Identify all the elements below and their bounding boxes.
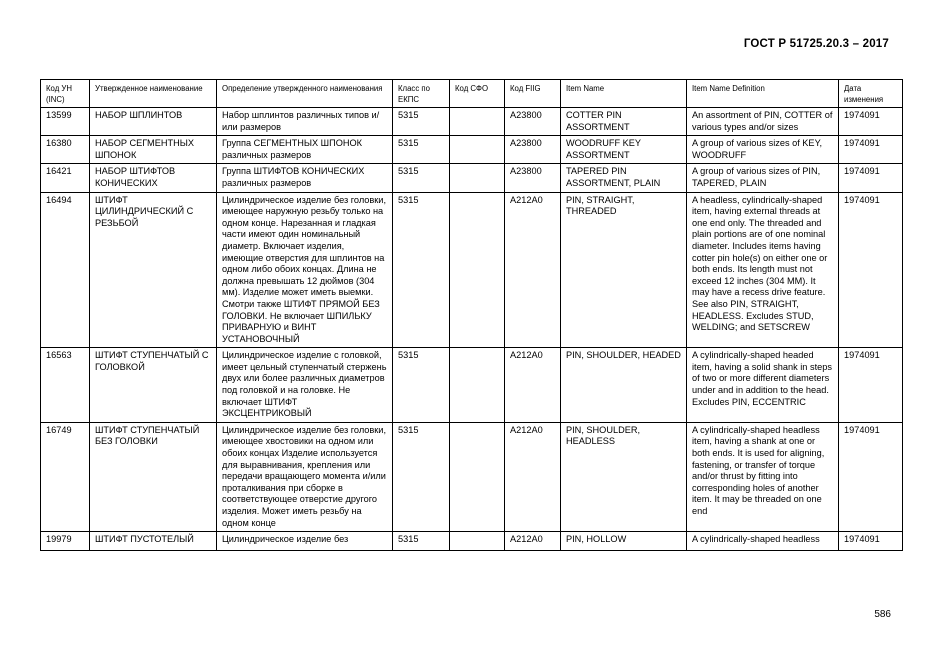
cell-date: 1974091	[839, 136, 903, 164]
table-header-row	[41, 80, 903, 108]
cell-inc: 16494	[41, 192, 90, 348]
nomenclature-table	[40, 79, 903, 551]
cell-date: 1974091	[839, 192, 903, 348]
cell-fiig: A212A0	[505, 532, 561, 551]
cell-sfo	[450, 192, 505, 348]
cell-fiig: A212A0	[505, 422, 561, 531]
cell-sfo	[450, 348, 505, 423]
cell-class: 5315	[393, 422, 450, 531]
cell-class: 5315	[393, 108, 450, 136]
column-header-definition: Определение утвержденного наименования	[217, 80, 393, 108]
cell-fiig: A23800	[505, 164, 561, 192]
cell-name: ШТИФТ ПУСТОТЕЛЫЙ	[90, 532, 217, 551]
cell-item-definition: A cylindrically-shaped headed item, having a solid shank in steps of two or more different diameters under and in addition to the head. Excludes PIN, ECCENTRIC	[687, 348, 839, 423]
table-row	[41, 164, 903, 192]
cell-inc: 16749	[41, 422, 90, 531]
cell-fiig: A212A0	[505, 192, 561, 348]
cell-definition: Набор шплинтов различных типов и/или размеров	[217, 108, 393, 136]
cell-name: НАБОР ШТИФТОВ КОНИЧЕСКИХ	[90, 164, 217, 192]
table-row	[41, 422, 903, 531]
column-header-item-name: Item Name	[561, 80, 687, 108]
cell-class: 5315	[393, 192, 450, 348]
cell-sfo	[450, 532, 505, 551]
cell-name: ШТИФТ ЦИЛИНДРИЧЕСКИЙ С РЕЗЬБОЙ	[90, 192, 217, 348]
column-header-fiig: Код FIIG	[505, 80, 561, 108]
cell-item-name: PIN, SHOULDER, HEADLESS	[561, 422, 687, 531]
cell-date: 1974091	[839, 532, 903, 551]
cell-definition: Группа СЕГМЕНТНЫХ ШПОНОК различных размеров	[217, 136, 393, 164]
cell-definition: Группа ШТИФТОВ КОНИЧЕСКИХ различных размеров	[217, 164, 393, 192]
cell-class: 5315	[393, 532, 450, 551]
cell-item-definition: A cylindrically-shaped headless item, having a shank at one or both ends. It is used for aligning, fastening, or transfer of torque and/or thrust by fitting into corresponding holes of another item. It may be threaded on one end	[687, 422, 839, 531]
cell-name: НАБОР ШПЛИНТОВ	[90, 108, 217, 136]
cell-fiig: A23800	[505, 136, 561, 164]
cell-inc: 19979	[41, 532, 90, 551]
cell-name: ШТИФТ СТУПЕНЧАТЫЙ С ГОЛОВКОЙ	[90, 348, 217, 423]
table-row	[41, 348, 903, 423]
column-header-name: Утвержденное наименование	[90, 80, 217, 108]
document-header: ГОСТ Р 51725.20.3 – 2017	[743, 38, 889, 50]
cell-inc: 16563	[41, 348, 90, 423]
cell-class: 5315	[393, 164, 450, 192]
cell-item-definition: A cylindrically-shaped headless	[687, 532, 839, 551]
cell-date: 1974091	[839, 108, 903, 136]
column-header-item-definition: Item Name Definition	[687, 80, 839, 108]
cell-sfo	[450, 164, 505, 192]
cell-item-definition: A group of various sizes of KEY, WOODRUFF	[687, 136, 839, 164]
cell-date: 1974091	[839, 422, 903, 531]
cell-definition: Цилиндрическое изделие с головкой, имеет цельный ступенчатый стержень двух или более различных диаметров под головкой и на головке. Не включает ШТИФТ ЭКСЦЕНТРИКОВЫЙ	[217, 348, 393, 423]
cell-sfo	[450, 108, 505, 136]
cell-date: 1974091	[839, 164, 903, 192]
column-header-date: Дата изменения	[839, 80, 903, 108]
cell-name: ШТИФТ СТУПЕНЧАТЫЙ БЕЗ ГОЛОВКИ	[90, 422, 217, 531]
cell-fiig: A212A0	[505, 348, 561, 423]
table-row	[41, 532, 903, 551]
cell-inc: 13599	[41, 108, 90, 136]
cell-date: 1974091	[839, 348, 903, 423]
table-row	[41, 192, 903, 348]
cell-sfo	[450, 422, 505, 531]
cell-item-name: TAPERED PIN ASSORTMENT, PLAIN	[561, 164, 687, 192]
table-row	[41, 136, 903, 164]
column-header-sfo: Код СФО	[450, 80, 505, 108]
cell-item-name: PIN, STRAIGHT, THREADED	[561, 192, 687, 348]
cell-item-definition: A headless, cylindrically-shaped item, having external threads at one end only. The threaded and plain portions are of one nominal diameter. Includes items having cotter pin hole(s) on either one or both ends. Its length must not exceed 12 inches (304 MM). It may have a recess drive feature. See also PIN, STRAIGHT, HEADLESS. Excludes STUD, WELDING; and SETSCREW	[687, 192, 839, 348]
cell-item-name: PIN, SHOULDER, HEADED	[561, 348, 687, 423]
cell-item-definition: An assortment of PIN, COTTER of various types and/or sizes	[687, 108, 839, 136]
cell-item-name: PIN, HOLLOW	[561, 532, 687, 551]
cell-inc: 16421	[41, 164, 90, 192]
table-row	[41, 108, 903, 136]
cell-fiig: A23800	[505, 108, 561, 136]
cell-inc: 16380	[41, 136, 90, 164]
cell-class: 5315	[393, 136, 450, 164]
cell-definition: Цилиндрическое изделие без	[217, 532, 393, 551]
cell-name: НАБОР СЕГМЕНТНЫХ ШПОНОК	[90, 136, 217, 164]
cell-item-name: WOODRUFF KEY ASSORTMENT	[561, 136, 687, 164]
column-header-inc: Код УН (INC)	[41, 80, 90, 108]
cell-class: 5315	[393, 348, 450, 423]
column-header-class: Класс по ЕКПС	[393, 80, 450, 108]
cell-sfo	[450, 136, 505, 164]
cell-definition: Цилиндрическое изделие без головки, имеющее хвостовики на одном или обоих концах Изделие используется для выравнивания, крепления или передачи вращающего момента и/или проталкивания при сборке в соответствующее отверстие другого изделия. Может иметь резьбу на одном конце	[217, 422, 393, 531]
cell-item-definition: A group of various sizes of PIN, TAPERED, PLAIN	[687, 164, 839, 192]
cell-item-name: COTTER PIN ASSORTMENT	[561, 108, 687, 136]
cell-definition: Цилиндрическое изделие без головки, имеющее наружную резьбу только на одном конце. Нарезанная и гладкая части имеют один номинальный диаметр. Включает изделия, имеющие отверстия для шплинтов на одном либо обоих концах. Длина не должна превышать 12 дюймов (304 мм). Изделие может иметь выемки. Смотри также ШТИФТ ПРЯМОЙ БЕЗ ГОЛОВКИ. Не включает ШПИЛЬКУ ПРИВАРНУЮ и ВИНТ УСТАНОВОЧНЫЙ	[217, 192, 393, 348]
page-number: 586	[874, 609, 891, 620]
